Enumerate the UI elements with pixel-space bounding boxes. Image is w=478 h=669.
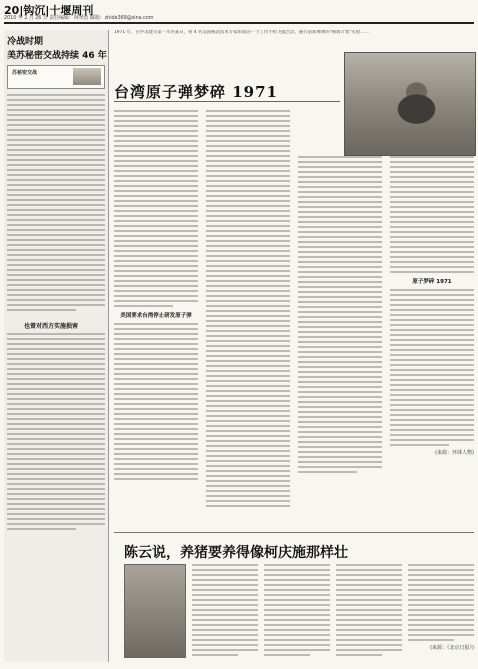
story-divider <box>114 532 474 533</box>
main-article-area <box>114 30 474 662</box>
publication-name: 十堰周刊 <box>49 4 94 17</box>
second-body-column-3 <box>336 564 402 660</box>
section-name: |钩沉| <box>19 4 50 17</box>
second-article-photo <box>124 564 186 658</box>
page-header <box>4 2 474 24</box>
body-column-3 <box>298 110 382 530</box>
subheading-1: 美国要求台湾停止研发原子弹 <box>120 313 192 319</box>
page-number-text: 20 <box>4 4 20 17</box>
headline-rule <box>114 101 340 102</box>
left-subsection-label: 苏秘密交战 <box>12 70 38 76</box>
second-article-body <box>192 564 474 660</box>
article-body <box>114 110 474 530</box>
article-headline: 台湾原子弹梦碎 1971 <box>114 83 278 101</box>
second-body-column-1 <box>192 564 258 660</box>
left-photo <box>73 68 101 85</box>
body-column-1 <box>114 110 198 530</box>
left-body-text-1 <box>7 94 105 311</box>
second-body-column-2 <box>264 564 330 660</box>
second-article-source: (来源：《北京日报》) <box>430 645 474 651</box>
body-column-4 <box>390 110 474 530</box>
header-info-line: 2010 年 2 月 26 日 责任编辑：林翠浩 邮箱：zhida369@sina.com <box>4 15 154 21</box>
left-column-article <box>4 30 109 662</box>
second-body-column-4 <box>408 564 474 660</box>
left-section-heading: 也曾对西方实施损害 <box>24 323 79 330</box>
header-rule <box>4 22 474 24</box>
body-column-2 <box>206 110 290 530</box>
article-source: (来源：环球人物) <box>435 450 474 456</box>
second-headline: 陈云说，养猪要养得像柯庆施那样壮 <box>124 545 348 561</box>
left-body-text-2 <box>7 333 105 530</box>
left-subtitle-box <box>7 65 105 89</box>
left-title-line1: 冷战时期 <box>7 37 44 47</box>
subheading-2: 原子梦碎 1971 <box>412 279 452 285</box>
left-title-line2: 美苏秘密交战持续 46 年 <box>7 51 107 61</box>
article-intro: 1971 年，在中美建交第一年的某日，将 4 名美国核武技术专家组成的一个工作小组飞抵台北，随行前新牌牌的"核新计划"实验…… <box>114 30 369 35</box>
